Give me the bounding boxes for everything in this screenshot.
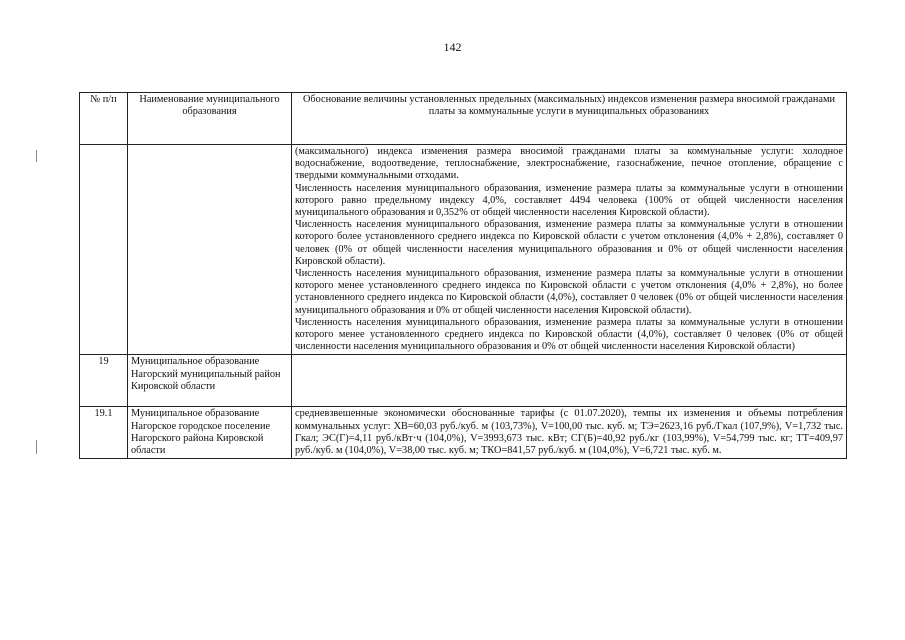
header-justification: Обоснование величины установленных предельных (максимальных) индексов изменения размера вносимой гражданами платы за коммунальные услуги в муниципальных образованиях <box>292 93 847 145</box>
table-row <box>80 355 847 407</box>
paragraph: Численность населения муниципального образования, изменение размера платы за коммунальные услуги в отношении которого менее установленного среднего индекса по Кировской области с учетом отклонения (4,0% + 2,8%), но более установленного среднего индекса по Кировской области (4,0%), составляет 0 человек (0% от общей численности населения муниципального образования и 0% от общей численности населения Кировской области). <box>295 268 843 316</box>
paragraph: (максимального) индекса изменения размера вносимой гражданами платы за коммунальные услуги: холодное водоснабжение, водоотведение, теплоснабжение, электроснабжение, газоснабжение, печное отопление, обращение с твердыми коммунальными отходами. <box>295 146 843 182</box>
row-name: Муниципальное образование Нагорский муниципальный район Кировской области <box>128 355 292 407</box>
header-name: Наименование муниципального образования <box>128 93 292 145</box>
row-number: 19 <box>80 355 128 407</box>
scan-mark <box>36 440 37 454</box>
table-row <box>80 407 847 459</box>
row-justification <box>292 355 847 407</box>
paragraph: средневзвешенные экономически обоснованные тарифы (с 01.07.2020), темпы их изменения и объемы потребления коммунальных услуг: ХВ=60,03 руб./куб. м (103,73%), V=100,00 тыс. куб. м; ТЭ=2623,16 руб./Гкал (107,9%), V=1,732 тыс. Гкал; ЭС(Г)=4,11 руб./кВт·ч (104,0%), V=3993,673 тыс. кВт; СГ(Б)=40,92 руб./кг (103,99%), V=54,799 тыс. кг; ТТ=409,97 руб./куб. м (104,0%), V=38,00 тыс. куб. м; ТКО=841,57 руб./куб. м (104,0%), V=6,721 тыс. куб. м. <box>295 408 843 457</box>
row-justification <box>292 407 847 459</box>
paragraph: Численность населения муниципального образования, изменение размера платы за коммунальные услуги в отношении которого равно предельному индексу 4,0%, составляет 4494 человека (100% от общей численности населения муниципального образования и 0,352% от общей численности населения Кировской области). <box>295 182 843 219</box>
paragraph: Численность населения муниципального образования, изменение размера платы за коммунальные услуги в отношении которого более установленного среднего индекса по Кировской области с учетом отклонения (4,0% + 2,8%), составляет 0 человек (0% от общей численности населения муниципального образования и 0% от общей численности населения Кировской области). <box>295 219 843 267</box>
row-number: 19.1 <box>80 407 128 459</box>
row-number <box>80 145 128 355</box>
tariff-table <box>79 92 847 459</box>
table-row <box>80 145 847 355</box>
header-number: № п/п <box>80 93 128 145</box>
row-justification <box>292 145 847 355</box>
paragraph: Численность населения муниципального образования, изменение размера платы за коммунальные услуги в отношении которого менее установленного среднего индекса по Кировской области (4,0%), составляет 0 человек (0% от общей численности населения муниципального образования и 0% от общей численности населения Кировской области) <box>295 316 843 353</box>
scan-mark <box>36 150 37 162</box>
table-header-row <box>80 93 847 145</box>
row-name <box>128 145 292 355</box>
row-name: Муниципальное образование Нагорское городское поселение Нагорского района Кировской области <box>128 407 292 459</box>
page-number: 142 <box>443 40 462 54</box>
